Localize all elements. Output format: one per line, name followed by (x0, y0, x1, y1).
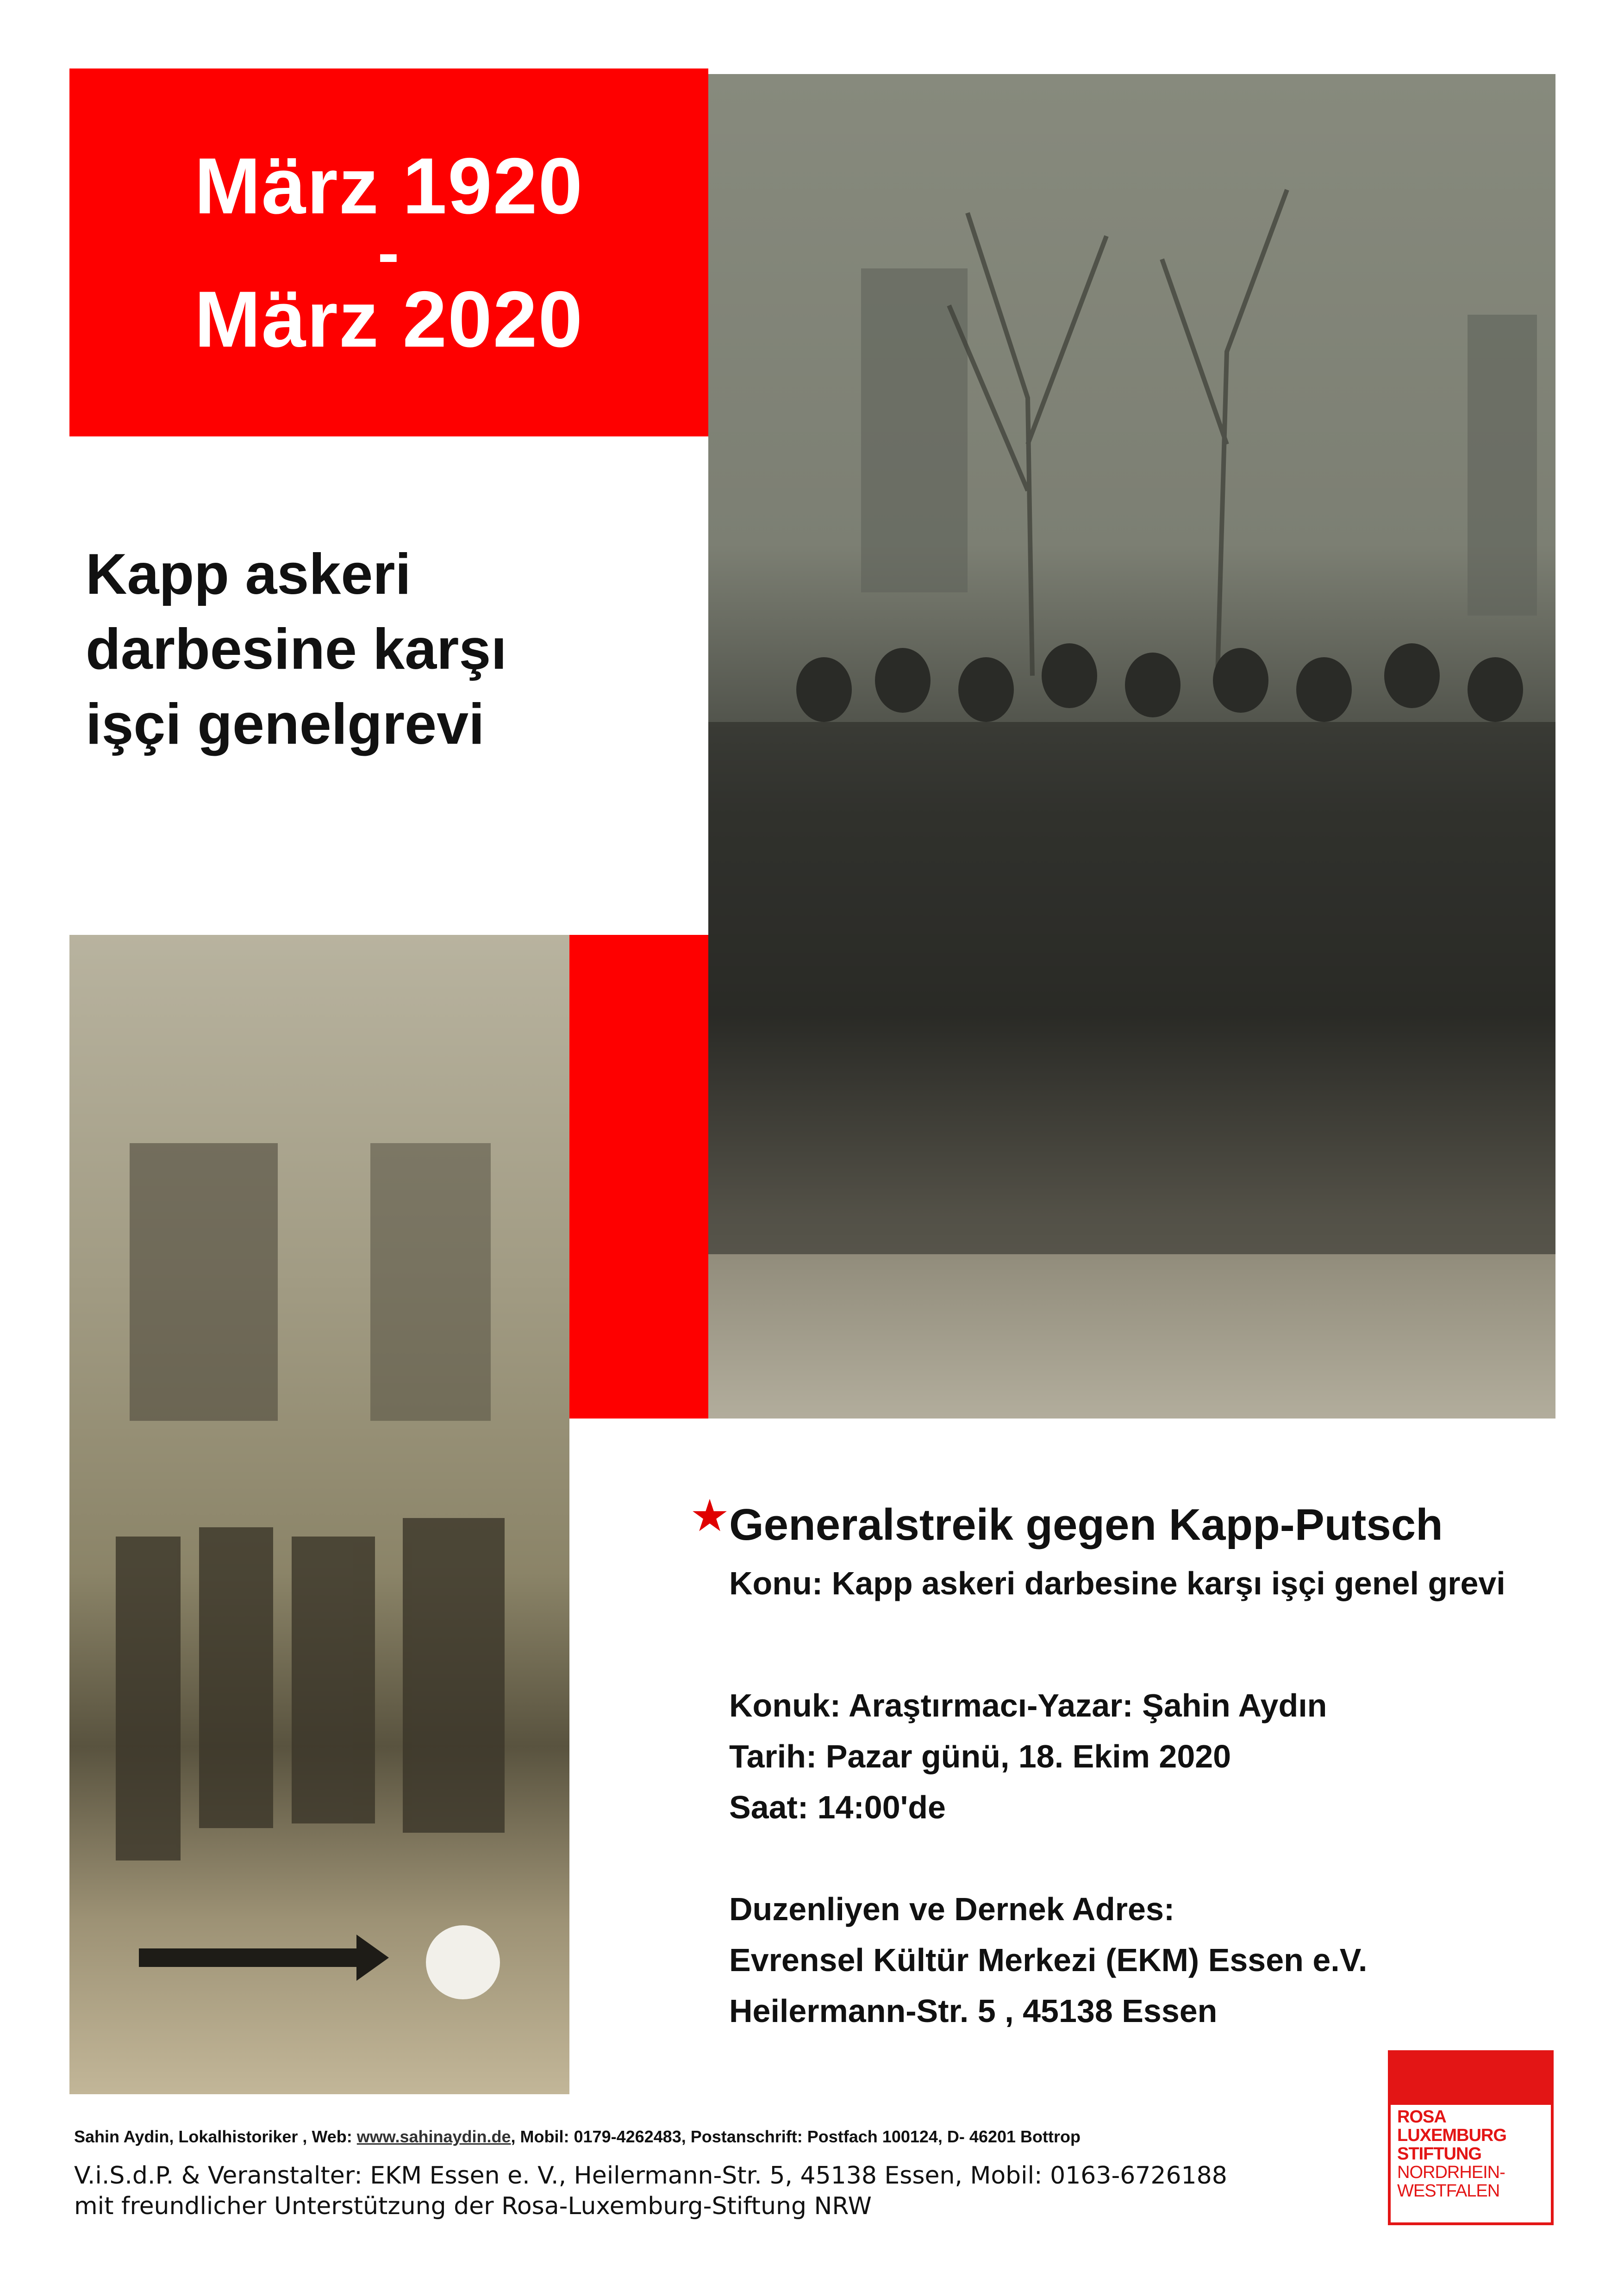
title-line-1: März 1920 (194, 141, 584, 230)
photo-building-illustration (69, 935, 569, 2094)
logo-bar (1391, 2053, 1551, 2105)
event-date: Tarih: Pazar günü, 18. Ekim 2020 (729, 1738, 1231, 1774)
logo-line-3: STIFTUNG (1397, 2144, 1481, 2164)
organizer-address: Heilermann-Str. 5 , 45138 Essen (729, 1993, 1218, 2029)
historical-photo-building (69, 935, 569, 2094)
headline-line-3: işçi genelgrevi (86, 692, 485, 756)
title-line-2: März 2020 (194, 274, 584, 364)
headline-line-1: Kapp askeri (86, 542, 412, 606)
title-dash: - (377, 216, 400, 289)
footer-publisher: V.i.S.d.P. & Veranstalter: EKM Essen e. V., Heilermann-Str. 5, 45138 Essen, Mobil: 0163-6726188 (74, 2162, 1227, 2190)
website-link[interactable]: www.sahinaydin.de (356, 2127, 511, 2146)
title-block (69, 68, 708, 436)
logo-line-1: ROSA (1397, 2107, 1446, 2127)
star-icon: ★ (690, 1491, 730, 1541)
headline (86, 537, 701, 762)
logo-line-5: WESTFALEN (1397, 2181, 1500, 2201)
footer-credit-suffix: , Mobil: 0179-4262483, Postanschrift: Postfach 100124, D- 46201 Bottrop (511, 2127, 1081, 2146)
event-heading: Generalstreik gegen Kapp-Putsch (729, 1500, 1443, 1549)
red-accent-block (569, 935, 708, 1419)
footer-support: mit freundlicher Unterstützung der Rosa-Luxemburg-Stiftung NRW (74, 2192, 872, 2220)
historical-photo-group (708, 74, 1555, 1419)
logo-line-4: NORDRHEIN- (1397, 2163, 1505, 2182)
organizer-label: Duzenliyen ve Dernek Adres: (729, 1891, 1175, 1927)
event-guest: Konuk: Araştırmacı-Yazar: Şahin Aydın (729, 1687, 1327, 1724)
footer-credit (74, 2127, 1081, 2147)
organizer-name: Evrensel Kültür Merkezi (EKM) Essen e.V. (729, 1942, 1368, 1978)
photo-group-illustration (708, 74, 1555, 1419)
logo-text (1397, 2108, 1506, 2200)
headline-line-2: darbesine karşı (86, 617, 507, 681)
rosa-luxemburg-stiftung-logo (1388, 2050, 1554, 2225)
event-time: Saat: 14:00'de (729, 1789, 946, 1825)
footer-credit-prefix: Sahin Aydin, Lokalhistoriker , Web: (74, 2127, 357, 2146)
event-topic: Konu: Kapp askeri darbesine karşı işçi genel grevi (729, 1565, 1505, 1601)
logo-line-2: LUXEMBURG (1397, 2126, 1506, 2145)
